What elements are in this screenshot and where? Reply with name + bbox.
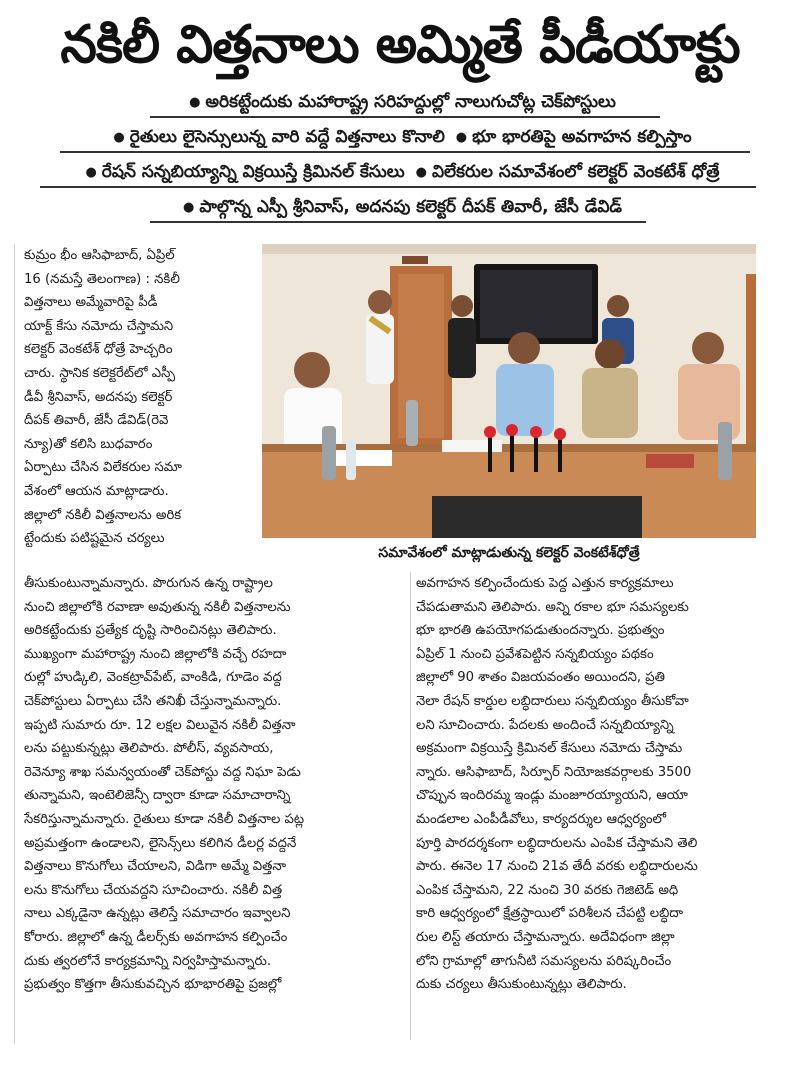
text-line: చొప్పున ఇందిరమ్మ ఇండ్లు మంజూరయ్యాయని, ఆయా	[416, 788, 688, 804]
text-line: చేపడుతామని తెలిపారు. అన్ని రకాల భూ సమస్యలకు	[416, 599, 689, 615]
subhead-underline-4	[150, 221, 646, 223]
text-line: వేశంలో ఆయన మాట్లాడారు.	[24, 483, 169, 499]
standing-person-icon	[448, 295, 476, 378]
subhead-5: విలేకరుల సమావేశంలో కలెక్టర్ వెంకటేశ్ ధోత్రే	[431, 162, 720, 182]
text-line: అప్రమత్తంగా ఉండాలని, లైసెన్స్‌లు కలిగిన డీలర్ల వద్దనే	[24, 835, 297, 851]
bullet-icon: ●	[85, 165, 97, 180]
tv-screen-icon	[474, 264, 598, 344]
wooden-door-icon	[390, 256, 452, 446]
text-line: కలెక్టర్ వెంకటేశ్ ధోత్రే హెచ్చరిం	[24, 342, 173, 358]
right-column	[416, 572, 790, 997]
bullet-icon: ●	[113, 130, 125, 145]
subhead-2: రైతులు లైసెన్సులున్న వారి వద్దే విత్తనాలు కొనాలి	[129, 127, 445, 147]
subhead-underline-2	[60, 151, 750, 153]
column-divider	[410, 572, 411, 1040]
text-line: భూ భారతి ఉపయోగపడుతుందన్నారు. ప్రభుత్వం	[416, 623, 665, 639]
text-line: కారి ఆధ్వర్యంలో క్షేత్రస్థాయిలో పరిశీలన చేపట్టి లబ్ధిదా	[416, 906, 683, 922]
text-line: నుంచి జిల్లాలోకి రవాణా అవుతున్న నకిలీ విత్తనాలను	[24, 599, 291, 615]
text-line: తున్నామని, ఇంటెలిజెన్సీ ద్వారా కూడా సమాచారాన్ని	[24, 788, 291, 804]
subhead-6: పాల్గొన్న ఎస్పీ శ్రీనివాస్, అదనపు కలెక్టర్ దీపక్ తివారీ, జేసీ డేవిడ్	[199, 197, 622, 217]
text-line: రెవెన్యూ శాఖ సమన్వయంతో చెక్‌పోస్టు వద్ద నిఘా పెడు	[24, 764, 301, 780]
text-line: మండలాల ఎంపీడీవోలు, కార్యదర్శుల ఆధ్వర్యంలో	[416, 811, 667, 827]
text-line: చారు. స్థానిక కలెక్టరేట్‌లో ఎస్పీ	[24, 365, 176, 381]
text-line: ఏర్పాటు చేసిన విలేకరుల సమా	[24, 460, 182, 476]
text-line: చెక్‌పోస్టులు ఏర్పాటు చేసి తనిఖీ చేస్తున్నామన్నారు.	[24, 693, 282, 709]
headline: నకిలీ విత్తనాలు అమ్మితే పీడీయాక్టు	[60, 15, 740, 75]
text-line: ఏప్రిల్ 1 నుంచి ప్రవేశపెట్టిన సన్నబియ్యం పథకం	[416, 646, 654, 662]
text-line: అక్రమంగా విక్రయిస్తే క్రిమినల్ కేసులు నమోదు చేస్తామ	[416, 741, 683, 757]
text-line: ఎంపిక చేస్తామని, 22 నుంచి 30 వరకు గెజిటెడ్ అధి	[416, 882, 679, 898]
text-line: కుమ్రం భీం ఆసిఫాబాద్, ఏప్రిల్	[24, 248, 175, 263]
text-line: రుల లిస్ట్ తయారు చేస్తామన్నారు. అదేవిధంగా జిల్లా	[416, 929, 675, 945]
bullet-icon: ●	[189, 95, 201, 110]
text-line: కోరారు. జిల్లాలో ఉన్న డీలర్స్‌కు అవగాహన కల్పించేం	[24, 929, 288, 945]
subhead-underline-3	[40, 186, 756, 188]
text-line: తీసుకుంటున్నామన్నారు. పొరుగున ఉన్న రాష్ట్రాల	[24, 576, 273, 591]
text-line: రుల్లో హుడ్కిలి, వెంకట్రావ్‌పేట్, వాంకిడి, గూడెం వద్ద	[24, 670, 282, 686]
text-line: అవగాహన కల్పించేందుకు పెద్ద ఎత్తున కార్యక్రమాలు	[416, 576, 674, 591]
subhead-1: అరికట్టేందుకు మహారాష్ట్ర సరిహద్దుల్లో నాలుగుచోట్ల చెక్‌పోస్టులు	[205, 92, 616, 112]
text-line: దుకు త్వరలోనే కార్యక్రమాన్ని నిర్వహిస్తామన్నారు.	[24, 953, 272, 969]
text-line: జిల్లాలో 90 శాతం విజయవంతం అయిందని, ప్రతి	[416, 670, 665, 686]
text-line: విత్తనాలు కొనుగోలు చేయాలని, విడిగా అమ్మే విత్తనా	[24, 859, 287, 875]
text-line: ట్టేందుకు పటిష్టమైన చర్యలు	[24, 531, 165, 547]
text-line: డీవీ శ్రీనివాస్, అదనపు కలెక్టర్	[24, 389, 173, 405]
photo-illustration	[262, 244, 756, 538]
text-line: ప్రభుత్వం కొత్తగా తీసుకువచ్చిన భూభారతిపై ప్రజల్లో	[24, 977, 282, 993]
text-line: పూర్తి పారదర్శకంగా లబ్ధిదారులను ఎంపిక చేస్తామని తెలి	[416, 835, 698, 851]
press-meet-photo	[262, 244, 756, 538]
text-line: 16 (నమస్తే తెలంగాణ) : నకిలీ	[24, 271, 180, 287]
text-line: నెలా రేషన్ కార్డుల లబ్ధిదారులు సన్నబియ్యం తీసుకోవా	[416, 693, 689, 709]
text-line: సేకరిస్తున్నామన్నారు. రైతులు కూడా నకిలీ విత్తనాల పట్ల	[24, 811, 305, 827]
text-line: విత్తనాలు అమ్మేవారిపై పీడీ	[24, 295, 158, 311]
bullet-icon: ●	[455, 130, 468, 145]
photo-caption: సమావేశంలో మాట్లాడుతున్న కలెక్టర్ వెంకటేశ్‌ధోత్రే	[378, 545, 640, 561]
text-line: అరికట్టేందుకు ప్రత్యేక దృష్టి సారించినట్లు తెలిపారు.	[24, 623, 277, 639]
subhead-line-3	[0, 160, 800, 185]
text-line: దుకు చర్యలు తీసుకుంటున్నట్లు తెలిపారు.	[416, 977, 627, 993]
text-line: న్నారు. ఆసిఫాబాద్, సిర్పూర్ నియోజకవర్గాలకు 3500	[416, 764, 692, 780]
text-line: లని సూచించారు. పేదలకు అందించే సన్నబియ్యాన్ని	[416, 717, 674, 733]
text-line: నాలు ఎక్కడైనా ఉన్నట్లు తెలిస్తే సమాచారం ఇవ్వాలని	[24, 906, 291, 922]
text-line: ఇప్పటి సుమారు రూ. 12 లక్షల విలువైన నకిలీ విత్తనా	[24, 717, 296, 733]
text-line: దీపక్ తివారీ, జేసీ డేవిడ్(రెవె	[24, 413, 169, 429]
left-margin-rule	[14, 244, 15, 1044]
text-line: లను పట్టుకున్నట్లు తెలిపారు. పోలీస్, వ్యవసాయ,	[24, 741, 274, 757]
subhead-line-1	[0, 90, 800, 115]
subhead-underline-1	[150, 116, 660, 118]
subhead-3: భూ భారతిపై అవగాహన కల్పిస్తాం	[472, 127, 692, 147]
subhead-line-4	[0, 195, 800, 220]
subhead-4: రేషన్ సన్నబియ్యాన్ని విక్రయిస్తే క్రిమినల్ కేసులు	[101, 162, 405, 182]
bullet-icon: ●	[415, 165, 427, 180]
bullet-icon: ●	[182, 200, 195, 215]
standing-person-icon	[366, 290, 394, 384]
text-line: పారు. ఈనెల 17 నుంచి 21వ తేదీ వరకు లబ్ధిదారులను	[416, 859, 698, 875]
text-line: జిల్లాలో నకిలీ విత్తనాలను అరిక	[24, 507, 182, 523]
left-column	[24, 244, 258, 551]
text-line: న్యూ)తో కలిసి బుధవారం	[24, 436, 153, 452]
lower-left-column	[24, 572, 408, 997]
subhead-line-2	[0, 125, 800, 150]
text-line: ముఖ్యంగా మహారాష్ట్ర నుంచి జిల్లాలోకి వచ్చే రహదా	[24, 646, 287, 662]
text-line: లను కొనుగోలు చేయవద్దని సూచించారు. నకిలీ విత్త	[24, 882, 283, 898]
text-line: లోని గ్రామాల్లో తాగునీటి సమస్యలను పరిష్కరించేం	[416, 953, 672, 969]
text-line: యాక్ట్ కేసు నమోదు చేస్తామని	[24, 318, 174, 334]
